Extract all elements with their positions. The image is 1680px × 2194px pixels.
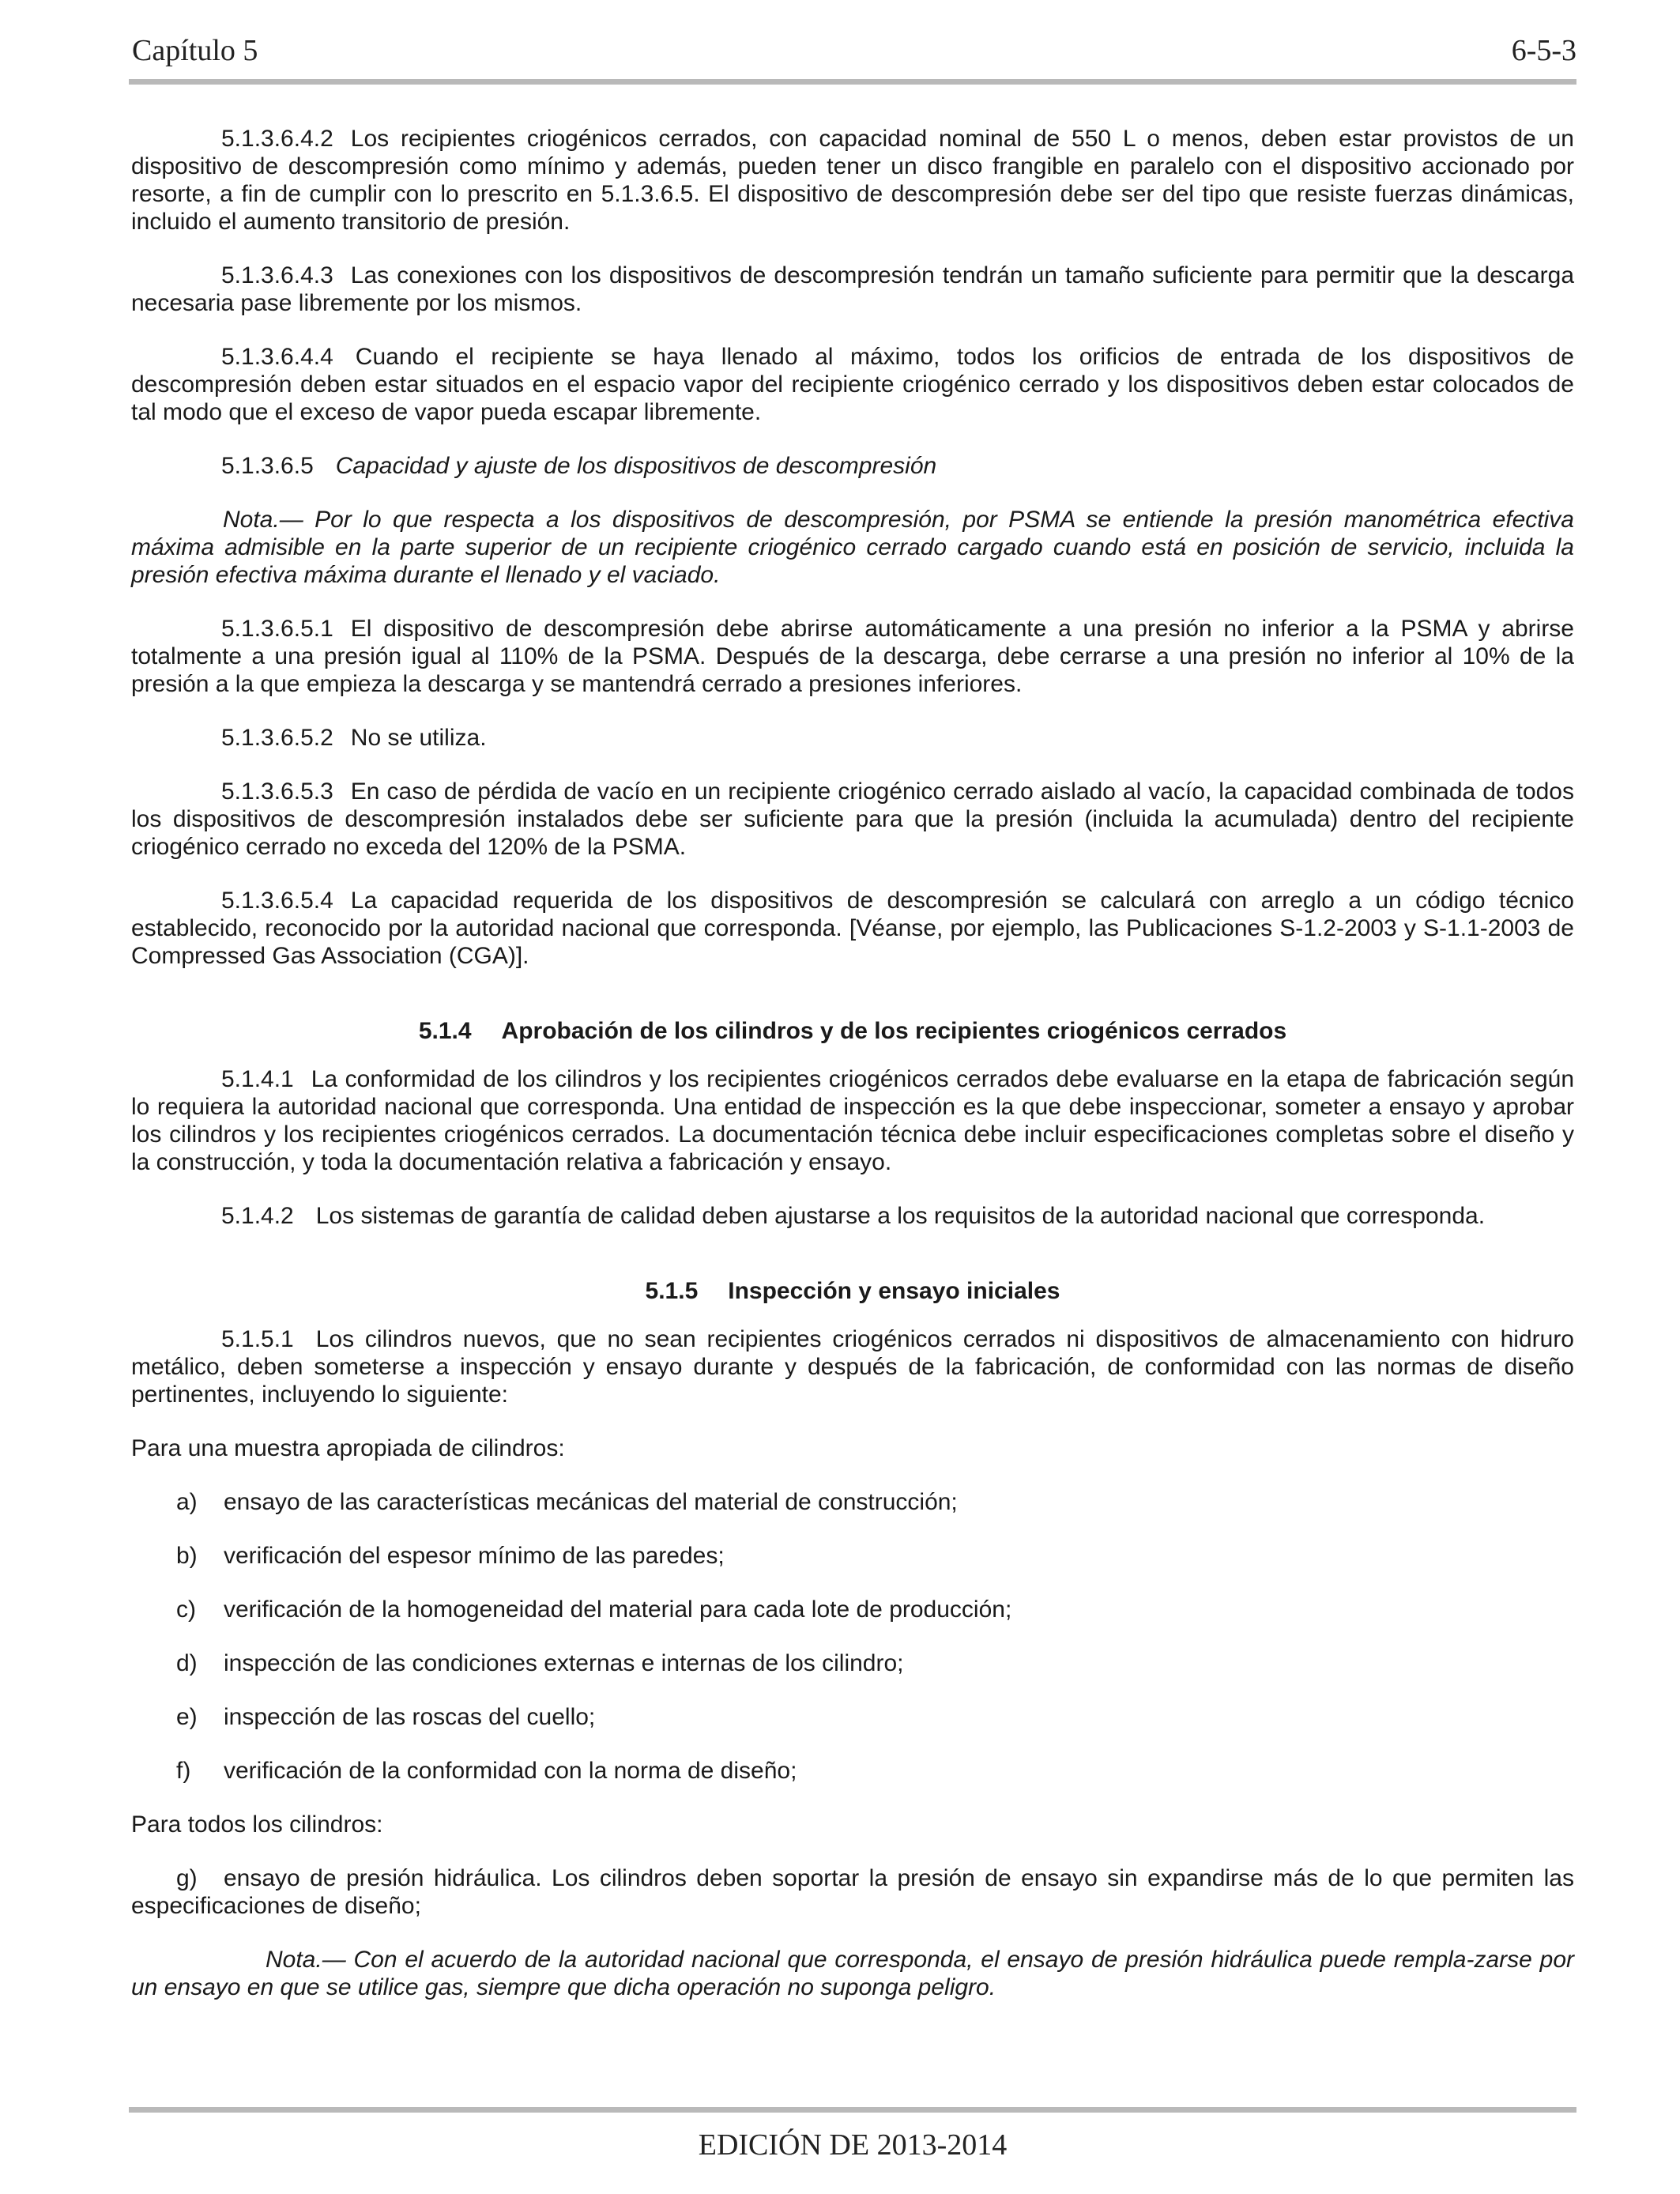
page-header xyxy=(129,33,1576,73)
list-item-label: a) xyxy=(176,1489,198,1515)
subsection-title: Capacidad y ajuste de los dispositivos de descompresión xyxy=(335,453,937,479)
list-item xyxy=(176,1596,1574,1623)
section-title: Inspección y ensayo iniciales xyxy=(728,1278,1060,1304)
list-item-label: g) xyxy=(176,1865,198,1891)
document-body xyxy=(131,125,1574,2027)
paragraph-text: La capacidad requerida de los dispositivos de descompresión se calculará con arreglo a un código técnico establecido, reconocido por la autoridad nacional que corresponda. [Véanse, por ejemplo, las Publicaciones S-1.2-2003 y S-1.1-2003 de Compressed Gas Association (CGA)]. xyxy=(131,888,1574,969)
section-title: Aprobación de los cilindros y de los recipientes criogénicos cerrados xyxy=(501,1018,1287,1044)
list-item-label: c) xyxy=(176,1596,196,1623)
page-footer: EDICIÓN DE 2013-2014 xyxy=(698,2128,1008,2162)
list-item xyxy=(176,1488,1574,1516)
paragraph-text: La conformidad de los cilindros y los recipientes criogénicos cerrados debe evaluarse en la etapa de fabricación según lo requiera la autoridad nacional que corresponda. Una entidad de inspección es la que debe inspeccionar, someter a ensayo y aprobar los cilindros y los recipientes criogénicos cerrados. La documentación técnica debe incluir especificaciones completas sobre el diseño y la construcción, y toda la documentación relativa a fabricación y ensayo. xyxy=(131,1066,1574,1175)
list-item-text: verificación del espesor mínimo de las paredes; xyxy=(224,1543,725,1569)
paragraph xyxy=(131,262,1574,317)
list-item-label: d) xyxy=(176,1650,198,1676)
paragraph-text: Los recipientes criogénicos cerrados, con capacidad nominal de 550 L o menos, deben estar provistos de un dispositivo de descompresión como mínimo y además, pueden tener un disco frangible en paralelo con el dispositivo accionado por resorte, a fin de cumplir con lo prescrito en 5.1.3.6.5. El dispositivo de descompresión debe ser del tipo que resiste fuerzas dinámicas, incluido el aumento transitorio de presión. xyxy=(131,126,1574,235)
list-item-text: verificación de la conformidad con la norma de diseño; xyxy=(224,1758,797,1784)
paragraph-text: Las conexiones con los dispositivos de descompresión tendrán un tamaño suficiente para permitir que la descarga necesaria pase libremente por los mismos. xyxy=(131,262,1574,316)
list-item xyxy=(176,1703,1574,1731)
section-number: 5.1.4 xyxy=(418,1018,472,1044)
paragraph xyxy=(131,343,1574,426)
paragraph-number: 5.1.4.1 xyxy=(221,1066,294,1092)
paragraph xyxy=(131,778,1574,861)
footer-rule xyxy=(129,2107,1576,2113)
paragraph xyxy=(131,1325,1574,1408)
list-item-text: inspección de las roscas del cuello; xyxy=(224,1704,596,1730)
paragraph-number: 5.1.5.1 xyxy=(221,1326,294,1352)
paragraph-number: 5.1.3.6.5.3 xyxy=(221,778,333,805)
paragraph-text: Los cilindros nuevos, que no sean recipientes criogénicos cerrados ni dispositivos de almacenamiento con hidruro metálico, deben someterse a inspección y ensayo durante y después de la fabricación, de conformidad con las normas de diseño pertinentes, incluyendo lo siguiente: xyxy=(131,1326,1574,1408)
paragraph-number: 5.1.3.6.5 xyxy=(221,453,314,479)
list-heading: Para todos los cilindros: xyxy=(131,1811,383,1838)
note: Nota.— Por lo que respecta a los dispositivos de descompresión, por PSMA se entiende la presión manométrica efectiva máxima admisible en la parte superior de un recipiente criogénico cerrado cargado cuando está en posición de servicio, incluida la presión efectiva máxima durante el llenado y el vaciado. xyxy=(131,507,1574,588)
section-heading-515 xyxy=(131,1277,1574,1305)
list-item xyxy=(131,1864,1574,1920)
list-item-text: verificación de la homogeneidad del material para cada lote de producción; xyxy=(224,1596,1012,1623)
subsection-heading xyxy=(131,452,1574,480)
paragraph-number: 5.1.3.6.5.2 xyxy=(221,725,333,751)
paragraph-text: El dispositivo de descompresión debe abrirse automáticamente a una presión no inferior a la PSMA y abrirse totalmente a una presión igual al 110% de la PSMA. Después de la descarga, debe cerrarse a una presión no inferior al 10% de la presión a la que empieza la descarga y se mantendrá cerrado a presiones inferiores. xyxy=(131,616,1574,697)
paragraph xyxy=(131,724,1574,752)
list-item-label: f) xyxy=(176,1758,191,1784)
paragraph-text: En caso de pérdida de vacío en un recipiente criogénico cerrado aislado al vacío, la capacidad combinada de todos los dispositivos de descompresión instalados debe ser suficiente para que la presión (incluida la acumulada) dentro del recipiente criogénico cerrado no exceda del 120% de la PSMA. xyxy=(131,778,1574,860)
paragraph xyxy=(131,1202,1574,1230)
section-number: 5.1.5 xyxy=(645,1278,699,1304)
list-heading: Para una muestra apropiada de cilindros: xyxy=(131,1435,565,1461)
paragraph-number: 5.1.4.2 xyxy=(221,1203,294,1229)
paragraph-text: Cuando el recipiente se haya llenado al máximo, todos los orificios de entrada de los dispositivos de descompresión deben estar situados en el espacio vapor del recipiente criogénico cerrado y los dispositivos deben estar colocados de tal modo que el exceso de vapor pueda escapar libremente. xyxy=(131,344,1574,425)
page-number: 6-5-3 xyxy=(1511,34,1576,67)
list-item xyxy=(176,1757,1574,1785)
paragraph-number: 5.1.3.6.4.4 xyxy=(221,344,333,370)
header-rule xyxy=(129,79,1576,85)
chapter-label: Capítulo 5 xyxy=(132,34,258,67)
list-item-text: ensayo de las características mecánicas del material de construcción; xyxy=(224,1489,958,1515)
paragraph-number: 5.1.3.6.4.3 xyxy=(221,262,333,288)
paragraph-number: 5.1.3.6.4.2 xyxy=(221,126,333,152)
paragraph-number: 5.1.3.6.5.1 xyxy=(221,616,333,642)
paragraph xyxy=(131,887,1574,970)
list-item xyxy=(176,1542,1574,1570)
list-item-text: ensayo de presión hidráulica. Los cilindros deben soportar la presión de ensayo sin expandirse más de lo que permiten las especificaciones de diseño; xyxy=(131,1865,1574,1919)
list-item-label: b) xyxy=(176,1543,198,1569)
paragraph xyxy=(131,125,1574,236)
paragraph xyxy=(131,615,1574,698)
list-item-label: e) xyxy=(176,1704,198,1730)
list-item xyxy=(176,1649,1574,1677)
section-heading-514 xyxy=(131,1017,1574,1045)
paragraph-text: No se utiliza. xyxy=(350,725,487,751)
note: Nota.— Con el acuerdo de la autoridad nacional que corresponda, el ensayo de presión hidráulica puede rempla-zarse por un ensayo en que se utilice gas, siempre que dicha operación no suponga peligro. xyxy=(131,1947,1574,2000)
paragraph-number: 5.1.3.6.5.4 xyxy=(221,888,333,914)
list-item-text: inspección de las condiciones externas e internas de los cilindro; xyxy=(224,1650,904,1676)
paragraph xyxy=(131,1065,1574,1176)
paragraph-text: Los sistemas de garantía de calidad deben ajustarse a los requisitos de la autoridad nacional que corresponda. xyxy=(315,1203,1486,1229)
